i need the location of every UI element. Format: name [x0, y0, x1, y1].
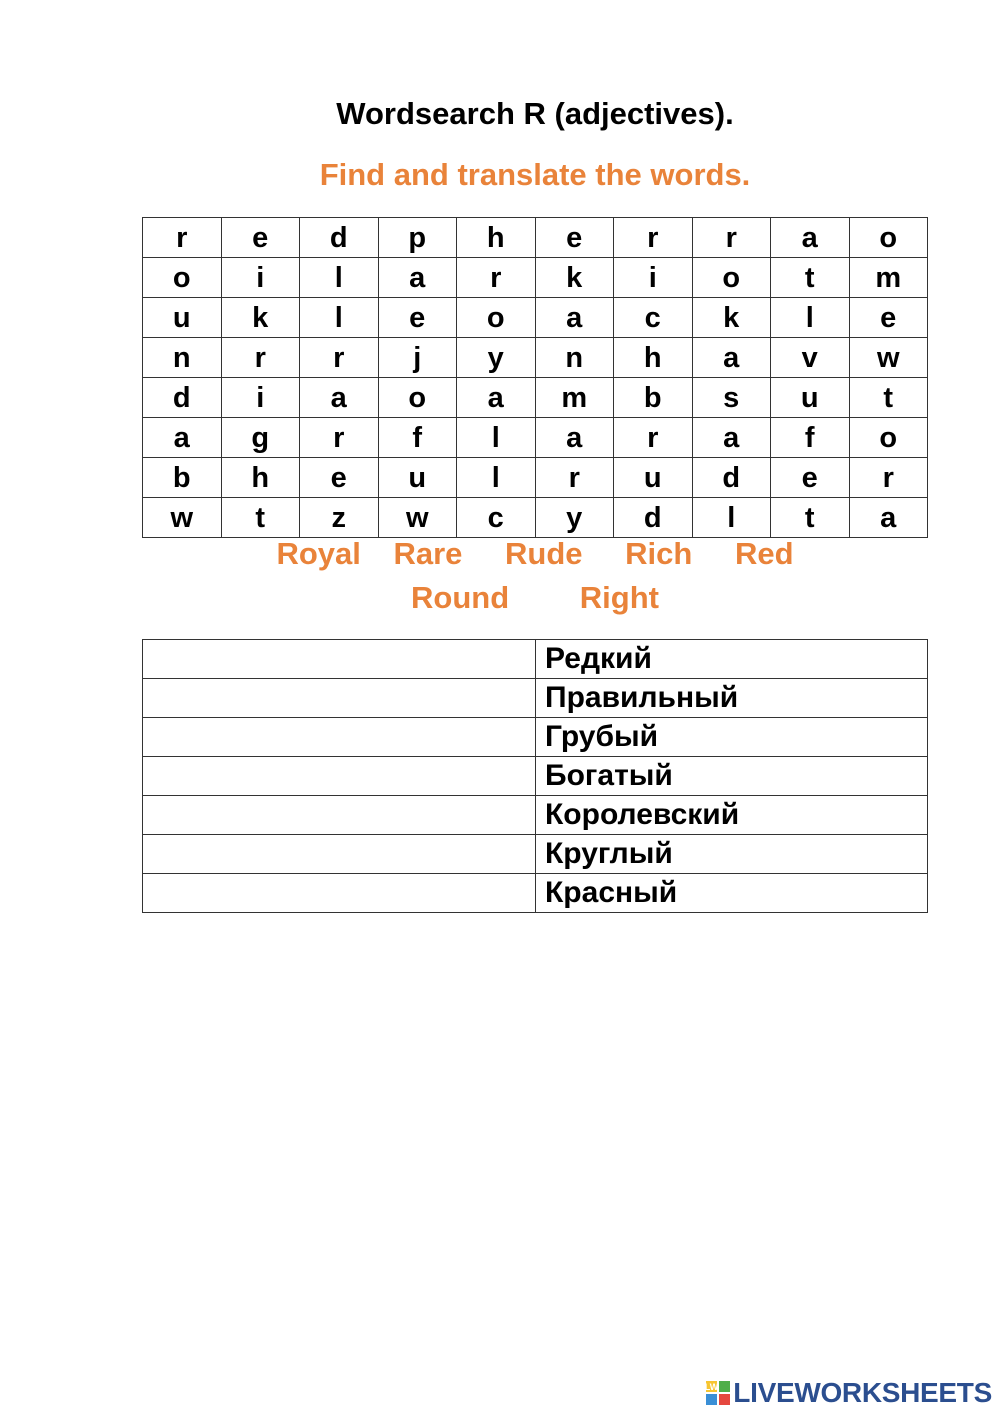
grid-cell: c [614, 298, 693, 338]
grid-cell: a [300, 378, 379, 418]
answer-cell[interactable] [143, 874, 536, 913]
russian-word-cell: Грубый [536, 718, 928, 757]
word-bank-item: Round [411, 580, 510, 615]
word-bank-line-1 [142, 536, 928, 572]
grid-cell: h [457, 218, 536, 258]
grid-cell: u [614, 458, 693, 498]
answer-cell[interactable] [143, 757, 536, 796]
grid-cell: w [378, 498, 457, 538]
russian-word-cell: Круглый [536, 835, 928, 874]
grid-cell: a [535, 418, 614, 458]
grid-cell: d [692, 458, 771, 498]
grid-cell: a [849, 498, 928, 538]
grid-cell: o [849, 418, 928, 458]
grid-cell: f [378, 418, 457, 458]
grid-cell: a [535, 298, 614, 338]
grid-cell: j [378, 338, 457, 378]
translation-row [143, 874, 928, 913]
word-bank-line-2 [142, 580, 928, 616]
grid-cell: t [771, 258, 850, 298]
translation-table [142, 639, 928, 913]
grid-cell: n [143, 338, 222, 378]
grid-cell: e [849, 298, 928, 338]
grid-cell: i [614, 258, 693, 298]
brand-watermark [705, 1378, 992, 1408]
russian-word-cell: Правильный [536, 679, 928, 718]
grid-cell: r [221, 338, 300, 378]
grid-cell: w [143, 498, 222, 538]
word-bank-item: Rich [625, 536, 693, 571]
grid-cell: d [143, 378, 222, 418]
grid-cell: r [300, 418, 379, 458]
grid-cell: a [143, 418, 222, 458]
russian-word-cell: Редкий [536, 640, 928, 679]
grid-cell: k [692, 298, 771, 338]
grid-row [143, 418, 928, 458]
word-bank-item: Right [579, 580, 659, 615]
grid-cell: t [771, 498, 850, 538]
answer-cell[interactable] [143, 718, 536, 757]
translation-row [143, 679, 928, 718]
grid-cell: d [300, 218, 379, 258]
worksheet-title: Wordsearch R (adjectives). [336, 96, 734, 131]
grid-cell: f [771, 418, 850, 458]
russian-word-cell: Королевский [536, 796, 928, 835]
grid-cell: c [457, 498, 536, 538]
grid-cell: a [692, 418, 771, 458]
grid-cell: s [692, 378, 771, 418]
grid-cell: t [221, 498, 300, 538]
grid-cell: y [535, 498, 614, 538]
grid-row [143, 258, 928, 298]
grid-cell: r [457, 258, 536, 298]
grid-cell: u [378, 458, 457, 498]
grid-row [143, 298, 928, 338]
grid-cell: l [457, 418, 536, 458]
grid-cell: r [849, 458, 928, 498]
grid-cell: b [614, 378, 693, 418]
grid-cell: o [849, 218, 928, 258]
word-bank-item: Red [734, 536, 794, 571]
grid-cell: l [300, 258, 379, 298]
grid-cell: k [221, 298, 300, 338]
grid-row [143, 378, 928, 418]
grid-cell: m [849, 258, 928, 298]
wordsearch-grid [142, 217, 928, 538]
translation-row [143, 640, 928, 679]
translation-row [143, 757, 928, 796]
grid-cell: b [143, 458, 222, 498]
answer-cell[interactable] [143, 835, 536, 874]
grid-cell: h [614, 338, 693, 378]
russian-word-cell: Богатый [536, 757, 928, 796]
grid-cell: h [221, 458, 300, 498]
translation-row [143, 796, 928, 835]
answer-cell[interactable] [143, 640, 536, 679]
grid-cell: v [771, 338, 850, 378]
word-bank-item: Royal [276, 536, 361, 571]
grid-cell: e [535, 218, 614, 258]
grid-cell: r [692, 218, 771, 258]
russian-word-cell: Красный [536, 874, 928, 913]
grid-cell: m [535, 378, 614, 418]
grid-cell: a [692, 338, 771, 378]
grid-row [143, 498, 928, 538]
grid-cell: a [771, 218, 850, 258]
grid-cell: e [300, 458, 379, 498]
grid-cell: d [614, 498, 693, 538]
brand-text: LIVEWORKSHEETS [733, 1377, 992, 1408]
grid-cell: n [535, 338, 614, 378]
word-bank-item: Rude [505, 536, 583, 571]
logo-letter: LW [705, 1382, 719, 1392]
grid-cell: l [300, 298, 379, 338]
grid-cell: e [771, 458, 850, 498]
answer-cell[interactable] [143, 796, 536, 835]
grid-row [143, 218, 928, 258]
grid-cell: r [535, 458, 614, 498]
grid-cell: l [771, 298, 850, 338]
grid-cell: a [457, 378, 536, 418]
grid-cell: r [614, 218, 693, 258]
grid-cell: r [143, 218, 222, 258]
grid-cell: i [221, 378, 300, 418]
answer-cell[interactable] [143, 679, 536, 718]
grid-cell: e [378, 298, 457, 338]
grid-cell: w [849, 338, 928, 378]
liveworksheets-logo-icon [705, 1380, 731, 1406]
translation-row [143, 835, 928, 874]
grid-cell: y [457, 338, 536, 378]
grid-cell: u [771, 378, 850, 418]
grid-cell: r [300, 338, 379, 378]
grid-cell: p [378, 218, 457, 258]
grid-cell: o [692, 258, 771, 298]
grid-cell: o [378, 378, 457, 418]
word-bank-item: Rare [393, 536, 463, 571]
grid-cell: r [614, 418, 693, 458]
grid-cell: o [143, 258, 222, 298]
grid-cell: t [849, 378, 928, 418]
grid-cell: i [221, 258, 300, 298]
grid-cell: o [457, 298, 536, 338]
instruction-text: Find and translate the words. [319, 157, 751, 192]
grid-cell: l [692, 498, 771, 538]
translation-row [143, 718, 928, 757]
grid-cell: g [221, 418, 300, 458]
grid-cell: a [378, 258, 457, 298]
grid-cell: u [143, 298, 222, 338]
grid-row [143, 458, 928, 498]
grid-row [143, 338, 928, 378]
grid-cell: l [457, 458, 536, 498]
grid-cell: z [300, 498, 379, 538]
grid-cell: e [221, 218, 300, 258]
grid-cell: k [535, 258, 614, 298]
